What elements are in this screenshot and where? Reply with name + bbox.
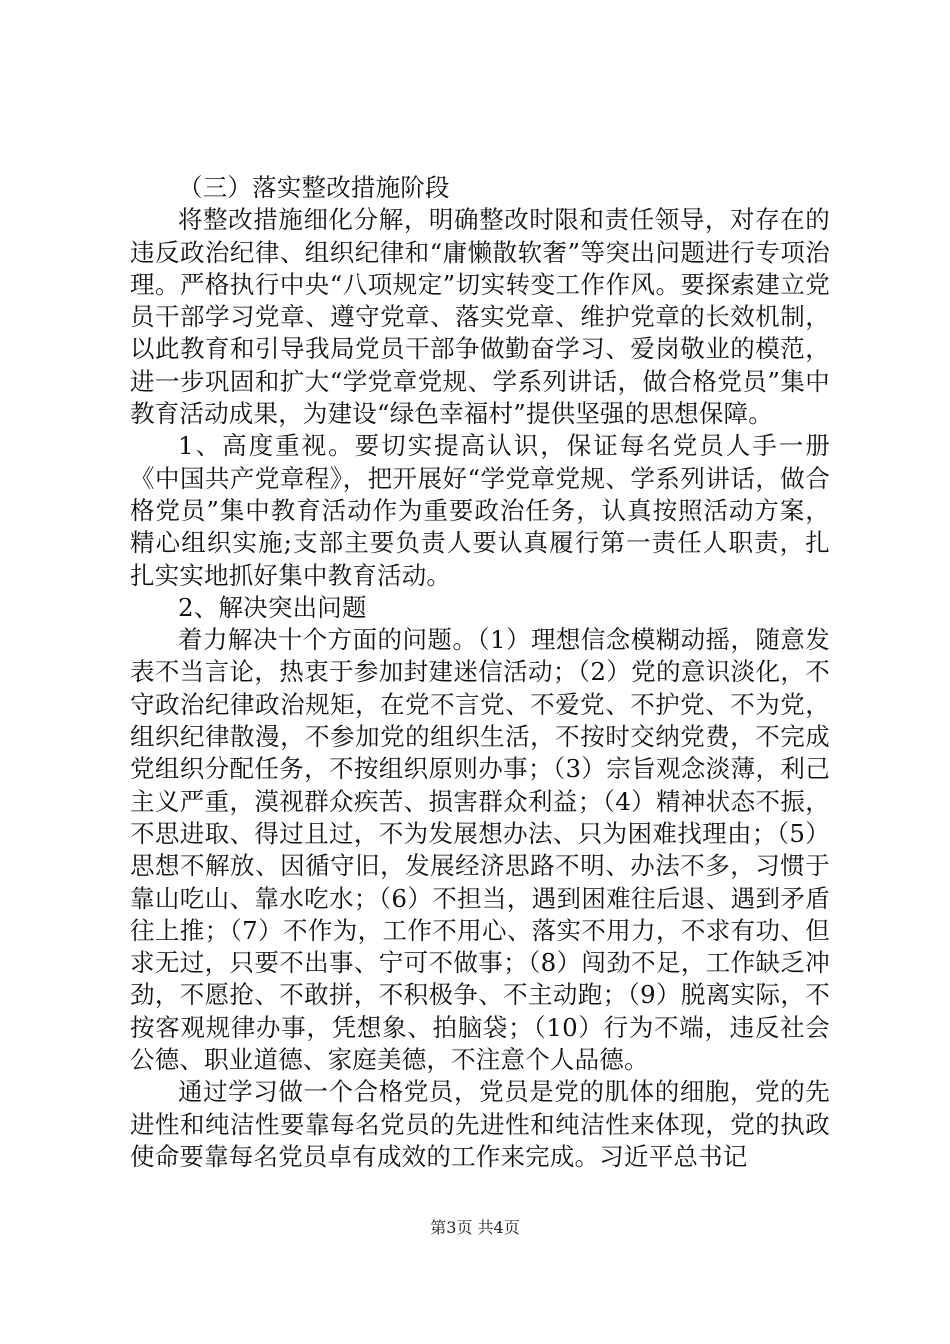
- page-number-footer: 第3页 共4页: [430, 1218, 520, 1237]
- paragraph: 通过学习做一个合格党员，党员是党的肌体的细胞，党的先进性和纯洁性要靠每名党员的先进性和纯洁性来体现，党的执政使命要靠每名党员卓有成效的工作来完成。习近平总书记: [130, 1077, 830, 1171]
- paragraph: 着力解决十个方面的问题。（1）理想信念模糊动摇，随意发表不当言论，热衷于参加封建迷信活动；（2）党的意识淡化，不守政治纪律政治规矩，在党不言党、不爱党、不护党、不为党，组织纪律散漫，不参加党的组织生活，不按时交纳党费，不完成党组织分配任务，不按组织原则办事；（3）宗旨观念淡薄，利己主义严重，漠视群众疾苦、损害群众利益；（4）精神状态不振，不思进取、得过且过，不为发展想办法、只为困难找理由；（5）思想不解放、因循守旧，发展经济思路不明、办法不多，习惯于靠山吃山、靠水吃水；（6）不担当，遇到困难往后退、遇到矛盾往上推；（7）不作为，工作不用心、落实不用力，不求有功、但求无过，只要不出事、宁可不做事；（8）闯劲不足，工作缺乏冲劲，不愿抢、不敢拼，不积极争、不主动跑；（9）脱离实际，不按客观规律办事，凭想象、拍脑袋；（10）行为不端，违反社会公德、职业道德、家庭美德，不注意个人品德。: [130, 625, 830, 1075]
- document-body: [130, 172, 830, 1173]
- numbered-item: 1、高度重视。要切实提高认识，保证每名党员人手一册《中国共产党章程》，把开展好“学党章党规、学系列讲话，做合格党员”集中教育活动作为重要政治任务，认真按照活动方案，精心组织实施;支部主要负责人要认真履行第一责任人职责，扎扎实实地抓好集中教育活动。: [130, 431, 830, 590]
- section-heading: （三）落实整改措施阶段: [178, 173, 450, 202]
- numbered-item: 2、解决突出问题: [178, 592, 367, 622]
- paragraph: 将整改措施细化分解，明确整改时限和责任领导，对存在的违反政治纪律、组织纪律和“庸懒散软奢”等突出问题进行专项治理。严格执行中央“八项规定”切实转变工作作风。要探索建立党员干部学习党章、遵守党章、落实党章、维护党章的长效机制，以此教育和引导我局党员干部争做勤奋学习、爱岗敬业的模范，进一步巩固和扩大“学党章党规、学系列讲话，做合格党员”集中教育活动成果，为建设“绿色幸福村”提供坚强的思想保障。: [130, 205, 830, 429]
